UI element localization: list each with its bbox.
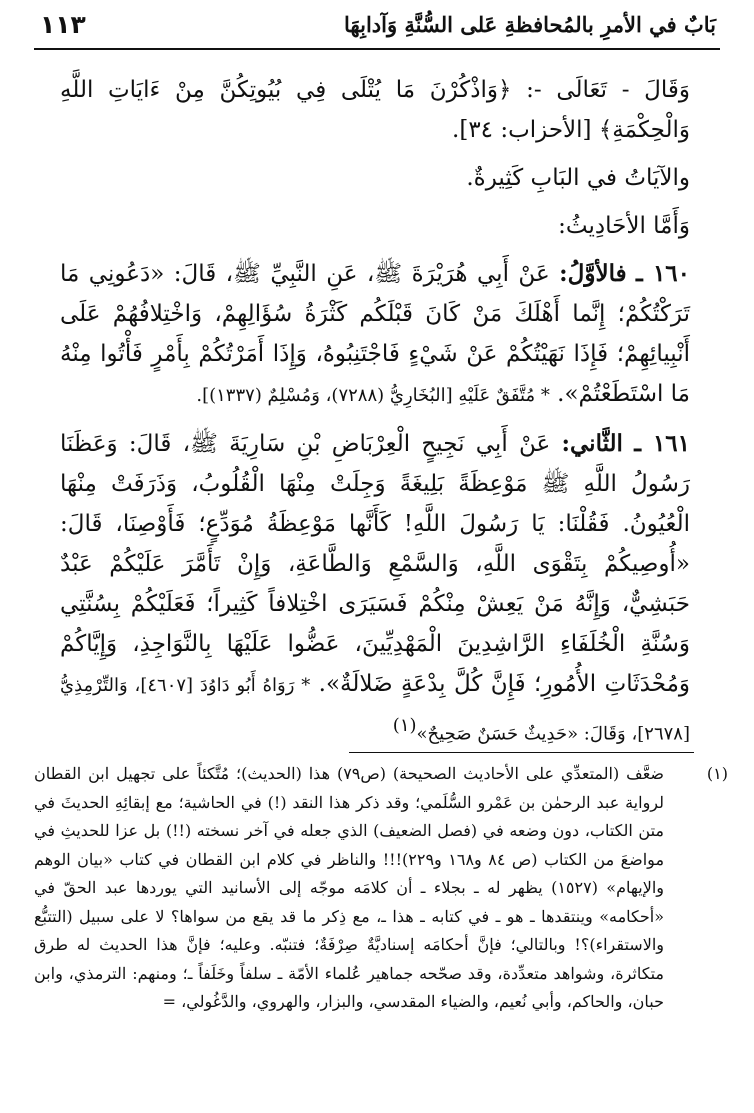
hadith-source: * رَوَاهُ أَبُو دَاوُدَ [٤٦٠٧]، وَالتِّرْمِذِيُّ [٢٦٧٨]، وَقَالَ: «حَدِيثٌ حَسَنٌ صَحِيحٌ»	[60, 675, 690, 745]
hadith-source: * مُتَّفَقٌ عَلَيْهِ [البُخَارِيُّ (٧٢٨٨)، وَمُسْلِمٌ (١٣٣٧)].	[196, 385, 550, 406]
page-header	[34, 4, 720, 50]
footnote-marker: (١)	[706, 764, 728, 783]
hadith-161	[60, 424, 690, 755]
hadith-text: عَنْ أَبِي نَجِيحٍ الْعِرْبَاضِ بْنِ سَارِيَةَ ﷺ، قَالَ: وَعَظَنَا رَسُولُ اللَّهِ ﷺ مَوْعِظَةً بَلِيغَةً وَجِلَتْ مِنْهَا الْقُلُوبُ، وَذَرَفَتْ مِنْهَا الْعُيُونُ. فَقُلْنَا: يَا رَسُولَ اللَّهِ! كَأَنَّها مَوْعِظَةُ مُوَدِّعٍ؛ فَأَوْصِنَا، قَالَ: «أُوصِيكُمْ بِتَقْوَى اللَّهِ، وَالسَّمْعِ وَالطَّاعَةِ، وَإِنْ تَأَمَّرَ عَلَيْكُمْ عَبْدٌ حَبَشِيٌّ، وَإِنَّهُ مَنْ يَعِشْ مِنْكُمْ فَسَيَرَى اخْتِلافاً كَثِيراً؛ فَعَلَيْكُمْ بِسُنَّتِي وَسُنَّةِ الْخُلَفَاءِ الرَّاشِدِينَ الْمَهْدِيِّينَ، عَضُّوا عَلَيْهَا بِالنَّوَاجِذِ، وَإِيَّاكُمْ وَمُحْدَثَاتِ الأُمُورِ؛ فَإِنَّ كُلَّ بِدْعَةٍ ضَلالَةٌ».	[60, 431, 690, 697]
main-text	[60, 70, 691, 745]
page-number: ١١٣	[40, 10, 86, 39]
intro-hadith-heading: وَأَمَّا الأحَادِيثُ:	[558, 213, 690, 239]
footnote-reference: (١)	[392, 715, 417, 736]
intro-verse: وَقَالَ - تَعَالَى -: ﴿وَاذْكُرْنَ مَا يُتْلَى فِي بُيُوتِكُنَّ مِنْ ءَايَاتِ اللَّهِ وَالْحِكْمَةِ﴾ [الأحزاب: ٣٤].	[60, 77, 690, 143]
intro-verses-note: والآيَاتُ في البَابِ كَثِيرةٌ.	[466, 165, 690, 191]
hadith-label: الثَّاني:	[561, 430, 623, 457]
running-title: بَابٌ في الأمرِ بالمُحافظةِ عَلى السُّنَّةِ وَآدابِهَا	[344, 12, 716, 37]
hadith-number: ١٦١ ـ	[634, 430, 690, 457]
hadith-160	[60, 254, 690, 416]
hadith-number: ١٦٠ ـ	[636, 260, 691, 287]
footnote-separator	[349, 752, 694, 753]
hadith-text: عَنْ أَبِي هُرَيْرَةَ ﷺ، عَنِ النَّبِيِّ ﷺ، قَالَ: «دَعُونِي مَا تَرَكْتُكُمْ؛ إِنَّما أَهْلَكَ مَنْ كَانَ قَبْلَكُم كَثْرَةُ سُؤَالِهِمْ، وَاخْتِلافُهُمْ عَلَى أَنْبِيائِهِمْ؛ فَإِذَا نَهَيْتُكُمْ عَنْ شَيْءٍ فَاجْتَنِبُوهُ، وَإِذَا أَمَرْتُكُمْ بِأَمْرٍ فَأْتُوا مِنْهُ مَا اسْتَطَعْتُمْ».	[60, 261, 690, 407]
footnote	[34, 760, 728, 1105]
hadith-label: فالأوَّلُ:	[559, 260, 627, 287]
footnote-text: ضعَّف (المتعدِّي على الأحاديث الصحيحة) (ص٧٩) هذا (الحديث)؛ مُتَّكئاً على تجهيل ابن القطان لرواية عبد الرحمٰن بن عَمْرو السُّلَمي؛ وقد ذكر هذا النقد (!) في الحاشية؛ مع إبقائِهِ الحديثَ في متن الكتاب، دون وضعه في (فصل الضعيف) الذي جعله في آخر نسخته (!!) بل عزا للحديثِ في مواضعَ من الكتاب (ص ٨٤ و١٦٨ و٢٢٩)!!! والناظر في كلام ابن القطان في كتاب «بيان الوهم والإيهام» (١٥٢٧) يظهر له ـ بجلاء ـ أن كلامَه موجّه إلى الأسانيد التي يوردها عبد الحقّ في «أحكامه» وينتقدها ـ هو ـ في كتابه ـ هذا ـ، مع ذِكر ما قد يقع من سواها؟ لا على سبيل (التتبُّع والاستقراء)؟! وبالتالي؛ فإنَّ أحكامَه إسناديَّةٌ صِرْفَةٌ؛ فتنبّه. وعليه؛ فإنَّ هذا الحديث له طرق متكاثرة، وشواهد متعدِّدة، وقد صحّحه جماهير عُلماء الأمّة ـ سلفاً وخَلَفاً ـ؛ ومنهم: الترمذي، وابن حبان، والحاكم، وأبي نُعيم، والضياء المقدسي، والبزار، والهروي، والدَّغُولي، =	[34, 764, 665, 1011]
